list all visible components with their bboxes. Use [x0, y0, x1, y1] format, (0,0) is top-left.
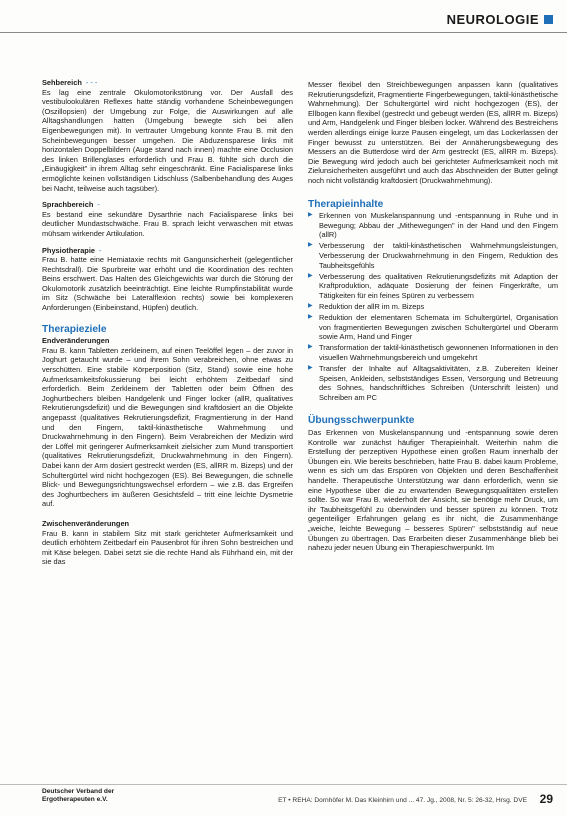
- header-divider: [0, 32, 567, 33]
- list-item: ▶ Transformation der taktil-kinästhetisch gewonnenen Informationen in den visuellen Wahrnehmungsbereich und umgekehrt: [308, 343, 558, 362]
- publisher-name: Deutscher Verband der Ergotherapeuten e.V.: [42, 788, 115, 804]
- section-square-icon: [544, 15, 553, 24]
- section-heading-therapieziele: Therapieziele: [42, 323, 107, 335]
- paragraph-zwischenveraenderungen: Frau B. kann in stabilem Sitz mit stark gerichteter Aufmerksamkeit und deutlich erhöhtem Zeitbedarf ein Pausenbrot für ihren Sohn bestreichen und mit Käse belegen. Dabei setzt sie die rechte Hand als Führhand ein, mit der sie das: [42, 528, 293, 567]
- paragraph-uebungsschwerpunkte: Das Erkennen von Muskelanspannung und -entspannung sowie deren Kontrolle war zunächst häufiger Therapieinhalt. Weiterhin nahm die Erstellung der perzeptiven Hypothese einen großen Raum innerhalb der Übungen ein. Wie bereits beschrieben, hatte Frau B. dabei kaum Probleme, wenn es sich um das Erspüren von Objekten und deren Beschaffenheit handelte. Therapeutische Unterstützung war dann erforderlich, wenn sie eine Hypothese über die zu erwartenden Bewegungsqualitäten erstellen sollte. So war Frau B. wiederholt der Ansicht, sie benötige mehr Druck, um ihr Taubheitsgefühl zu überwinden und besser spüren zu können. Trotz gegenteiliger Erfahrungen gelang es ihr nicht, die Zusammenhänge „weiche, leichte Bewegung – besseres Spüren" selbstständig auf neue Übungen zu übertragen. Das Erarbeiten dieser Zusammenhänge blieb bei nahezu jeder neuen Übung ein Therapieschwerpunkt. Im: [308, 428, 558, 553]
- paragraph-endveraenderungen: Frau B. kann Tabletten zerkleinern, auf einen Teelöffel legen – der zuvor in Joghurt getaucht wurde – und ihrem Sohn verabreichen, ohne etwas zu verschütten. Eine stabile Körperposition (Sitz, Stand) sowie eine hohe Aufmerksamkeitsfokussierung bei leicht erhöhtem Zeitbedarf sind erforderlich. Beim Zerkleinern der Tabletten oder beim Öffnen des Joghurtbechers bleiben Handgelenk und Finger locker (allR, qualitatives Rekrutierungsdefizit) und die Bewegungen sind kraftdosiert an die Objekte angepasst (qualitatives Rekrutierungsdefizit, Fragmentierung in der Hand und den Fingern, taktil-kinästhetische Wahrnehmung und Druckwahrnehmung in den Fingern). Beim Verabreichen der Medizin wird der Löffel mit geringerer Aufmerksamkeit zielsicher zum Mund transportiert (qualitatives Rekrutierungsdefizit, Druckwahrnehmung in den Fingern). Dabei kann der Arm dosiert gestreckt werden (ES, allRR m. Bizeps) und der Schultergürtel wird nicht hochgezogen (ES). Bei Bewegungen, die schnelle Blick- und Bewegungsrichtungswechsel erfordern – wie z.B. das Ergreifen des Joghurtbechers im äußeren Gesichtsfeld – tritt eine leichte Dysmetrie auf.: [42, 345, 293, 509]
- list-item: ▶ Transfer der Inhalte auf Alltagsaktivitäten, z.B. Zubereiten kleiner Speisen, Ankleiden, selbstständiges Essen, Versorgung und Betreuung des Sohnes, handschriftliches Schreiben (Unterschrift leisten) und Schreiben am PC: [308, 364, 558, 402]
- subheading-sehbereich: Sehbereich - - -: [42, 78, 98, 87]
- right-column: [308, 80, 558, 553]
- subheading-endveraenderungen: Endveränderungen: [42, 336, 110, 346]
- list-item: ▶ Verbesserung des qualitativen Rekrutierungsdefizits mit Adaption der Kraftproduktion, adäquate Dosierung der feinen Fingerkräfte, um Tätigkeiten für ein feines Spüren zu verbessern: [308, 272, 558, 301]
- footer-divider: [0, 784, 567, 785]
- page-number: 29: [539, 792, 553, 806]
- paragraph-sehbereich: Es lag eine zentrale Okulomotorikstörung vor. Der Ausfall des vestibulookulären Reflexes hatte ständig vorhandene Scheinbewegungen (Oszillopsien) der Umgebung zur Folge, die Auswirkungen auf alle Alltagshandlungen hatten (Umgebung bewegte sich bei allen Eigenbewegungen mit). In vertrauter Umgebung konnte Frau B. mit den Scheinbewegungen besser umgehen. Die Abduzensparese links mit horizontalen Doppelbildern (Auge stand nach innen) machte eine Occlusion des linken Brillenglases erforderlich und Frau B. fühlte sich durch die „Einäugigkeit" in ihrem Alltag sehr eingeschränkt. Eine Facialisparese links ermöglichte keinen vollständigen Lidschluss (Salbenbehandlung des Auges bei Nacht, teilweise auch tagsüber).: [42, 87, 293, 193]
- section-header: [447, 10, 553, 28]
- paragraph-physiotherapie: Frau B. hatte eine Hemiataxie rechts mit Gangunsicherheit (gelegentlicher Rechtsdrall). Die Spurbreite war erhöht und die Koordination des rechten Beins erschwert. Das Halten des Gleichgewichts war durch die Störung der Okulomotorik zusätzlich beeinträchtigt. Eine leichte Rumpfinstabilität wurde im Sitz (Schwäche bei Lateralflexion rechts) sowie bei komplexeren Anforderungen (Einbeinstand, Hüpfen) deutlich.: [42, 255, 293, 313]
- list-item: ▶ Reduktion der allR im m. Bizeps: [308, 302, 558, 312]
- list-item: ▶ Verbesserung der taktil-kinästhetischen Wahrnehmungsleistungen, Verbesserung der Druckwahrnehmung in den Fingern, Reduktion des Taubheitsgefühls: [308, 241, 558, 270]
- left-column: [42, 78, 293, 567]
- paragraph-continuation: Messer flexibel den Streichbewegungen anpassen kann (qualitatives Rekrutierungsdefizit, Fragmentierte Fingerbewegungen, taktil-kinästhetische Wahrnehmung). Der Schultergürtel wird nicht hochgezogen (ES), der Ellbogen kann flexibel (gestreckt und gebeugt werden (ES, allRR m. Bizeps) und Arm, Handgelenk und Finger bleiben locker. Während des Bestreichens werden allerdings einige kurze Pausen eingelegt, um das Lockerlassen der Finger bewusst zu unterstützen. Bei der Annäherungsbewegung des Messers an die Butterdose wird der Arm gestreckt (ES, allRR m. Bizeps). Die Bewegung wird jedoch auch bei gerichteter Aufmerksamkeit noch mit Zielunsicherheiten ausgeführt und auch das Abschneiden der Butter gelingt noch nicht vollständig kraftdosiert (Druckwahrnehmung).: [308, 80, 558, 185]
- journal-citation: ET • REHA: Dornhöfer M. Das Kleinhirn und ... 47. Jg., 2008, Nr. 5: 26-32, Hrsg. DVE: [278, 797, 527, 804]
- subheading-zwischenveraenderungen: Zwischenveränderungen: [42, 518, 130, 528]
- list-item: ▶ Erkennen von Muskelanspannung und -entspannung in Ruhe und in Bewegung; Abbau der „Mithewegungen" in der Hand und den Fingern (allR): [308, 211, 558, 240]
- paragraph-sprachbereich: Es bestand eine sekundäre Dysarthrie nach Facialisparese links bei deutlicher Mundastschwäche. Frau B. sprach leicht verwaschen mit etwas mühsam wirkender Artikulation.: [42, 209, 293, 238]
- section-heading-uebungsschwerpunkte: Übungsschwerpunkte: [308, 415, 415, 427]
- section-heading-therapieinhalte: Therapieinhalte: [308, 198, 384, 210]
- section-title: NEUROLOGIE: [446, 11, 539, 27]
- therapieinhalte-list: [308, 211, 558, 402]
- subheading-physiotherapie: Physiotherapie -: [42, 245, 102, 255]
- list-item: ▶ Reduktion der elementaren Schemata im Schultergürtel, Organisation von fragmentierten Bewegungen zwischen Schultergürtel und Oberarm sowie Arm, Hand und Finger: [308, 313, 558, 342]
- subheading-sprachbereich: Sprachbereich -: [42, 200, 100, 210]
